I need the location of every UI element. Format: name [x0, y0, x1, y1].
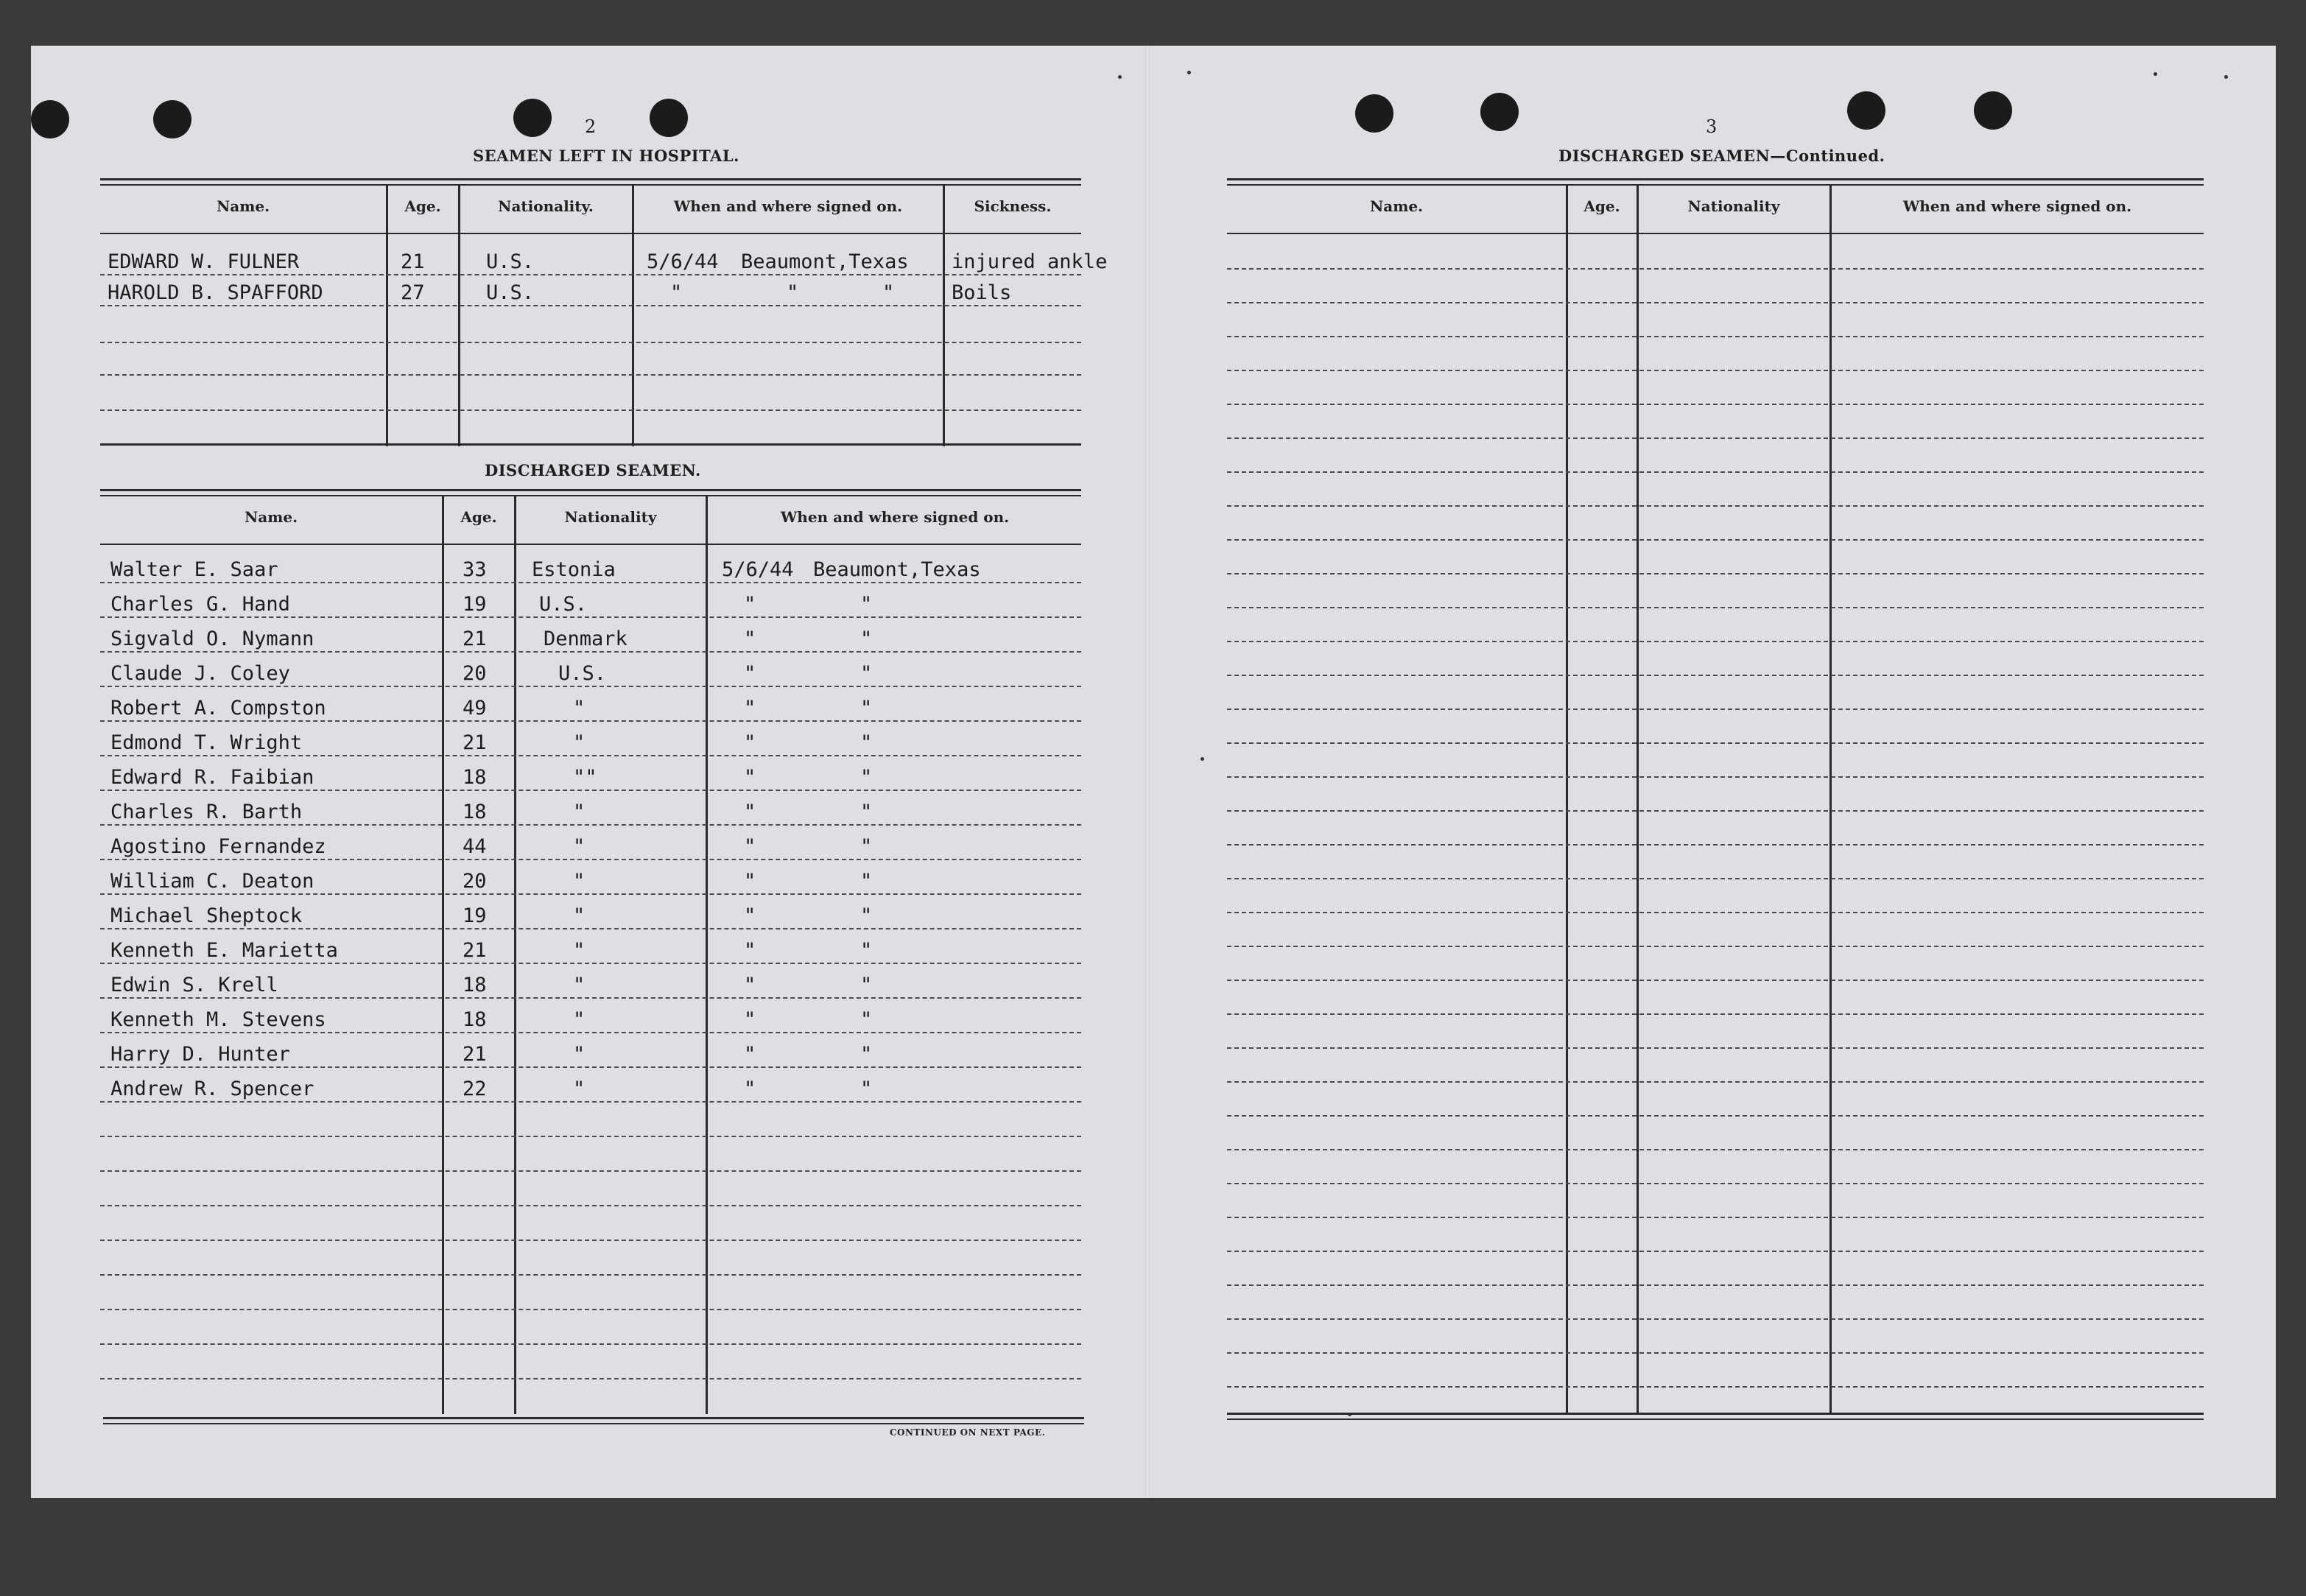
- signed-on-date: ": [744, 1078, 756, 1100]
- seaman-nationality: ": [573, 974, 586, 996]
- seaman-name: Edward R. Faibian: [110, 766, 314, 789]
- seaman-nationality: ": [573, 870, 586, 893]
- seaman-age: 20: [463, 662, 487, 685]
- column-header-signed-on: When and where signed on.: [673, 197, 903, 215]
- seaman-nationality: Estonia: [532, 558, 616, 581]
- signed-on-date: ": [744, 766, 756, 789]
- ruled-line: [1227, 370, 2204, 371]
- seaman-name: Kenneth E. Marietta: [110, 939, 338, 962]
- paper-speck: [2224, 75, 2228, 79]
- ruled-line: [1227, 539, 2204, 541]
- signed-on-date: ": [744, 835, 756, 858]
- signed-on-place: Beaumont,Texas: [813, 558, 981, 581]
- ruled-line: [1227, 912, 2204, 913]
- column-header-age: Age.: [460, 508, 497, 526]
- seaman-nationality: ": [573, 801, 586, 823]
- ruled-line: [100, 1136, 1081, 1137]
- discharged-section-title: DISCHARGED SEAMEN.: [485, 461, 701, 479]
- seaman-name: Walter E. Saar: [110, 558, 278, 581]
- seaman-name: Robert A. Compston: [110, 697, 326, 720]
- ruled-line: [100, 616, 1081, 618]
- seaman-nationality: ": [573, 731, 586, 754]
- signed-on-place: ": [860, 835, 873, 858]
- binder-hole: [513, 99, 552, 137]
- seaman-nationality: ": [573, 1008, 586, 1031]
- ruled-line: [100, 1205, 1081, 1206]
- continued-note: CONTINUED ON NEXT PAGE.: [890, 1427, 1046, 1438]
- seaman-name: Sigvald O. Nymann: [110, 627, 314, 650]
- signed-on-date: ": [744, 731, 756, 754]
- seaman-name: Edwin S. Krell: [110, 974, 278, 996]
- ruled-line: [1227, 471, 2204, 473]
- signed-on-date: ": [744, 870, 756, 893]
- seaman-age: 21: [463, 627, 487, 650]
- signed-on-date: ": [744, 974, 756, 996]
- ruled-line: [100, 1274, 1081, 1276]
- ruled-line: [1227, 573, 2204, 574]
- signed-on-place: ": [860, 1043, 873, 1066]
- ruled-line: [1227, 336, 2204, 337]
- column-header-name: Name.: [244, 508, 298, 526]
- ruled-line: [1227, 776, 2204, 778]
- ruled-line: [1227, 980, 2204, 981]
- ruled-line: [1227, 946, 2204, 947]
- seaman-name: Michael Sheptock: [110, 904, 303, 927]
- seaman-nationality: U.S.: [539, 593, 588, 616]
- signed-on-place: ": [860, 627, 873, 650]
- seaman-age: 19: [463, 904, 487, 927]
- ruled-line: [1227, 1115, 2204, 1117]
- signed-on-place: Beaumont,Texas: [741, 250, 909, 273]
- column-header-sickness: Sickness.: [974, 197, 1052, 215]
- seaman-nationality: ": [573, 1078, 586, 1100]
- ruled-line: [100, 1032, 1081, 1033]
- signed-on-place: ": [860, 870, 873, 893]
- seaman-age: 18: [463, 766, 487, 789]
- ruled-line: [1227, 302, 2204, 303]
- seaman-name: Charles G. Hand: [110, 593, 290, 616]
- ruled-line: [1227, 742, 2204, 744]
- ruled-line: [1227, 810, 2204, 812]
- signed-on-date: ": [744, 939, 756, 962]
- signed-on-place: " ": [787, 281, 895, 304]
- ruled-line: [1227, 607, 2204, 608]
- seaman-name: Charles R. Barth: [110, 801, 303, 823]
- ruled-line: [100, 790, 1081, 791]
- seaman-age: 19: [463, 593, 487, 616]
- seaman-nationality: "": [573, 766, 597, 789]
- seaman-age: 49: [463, 697, 487, 720]
- column-header-age: Age.: [1583, 197, 1620, 215]
- signed-on-date: ": [744, 801, 756, 823]
- signed-on-place: ": [860, 662, 873, 685]
- ruled-line: [100, 1170, 1081, 1172]
- binder-hole: [1480, 93, 1519, 131]
- page-number: 2: [585, 116, 597, 137]
- signed-on-place: ": [860, 1008, 873, 1031]
- signed-on-place: ": [860, 731, 873, 754]
- binder-hole: [1847, 91, 1885, 130]
- ruled-line: [100, 1066, 1081, 1068]
- seaman-nationality: ": [573, 939, 586, 962]
- ruled-line: [1227, 1352, 2204, 1354]
- seaman-name: William C. Deaton: [110, 870, 314, 893]
- signed-on-date: ": [744, 1008, 756, 1031]
- column-header-name: Name.: [1369, 197, 1424, 215]
- ruled-line: [1227, 1081, 2204, 1083]
- ruled-line: [1227, 1047, 2204, 1049]
- signed-on-date: ": [744, 593, 756, 616]
- ruled-line: [1227, 844, 2204, 846]
- ruled-line: [100, 686, 1081, 687]
- page-number: 3: [1706, 116, 1718, 137]
- discharged-continued-title: DISCHARGED SEAMEN—Continued.: [1558, 147, 1885, 165]
- seaman-name: Claude J. Coley: [110, 662, 290, 685]
- column-header-nationality: Nationality.: [498, 197, 594, 215]
- ruled-line: [100, 997, 1081, 999]
- ruled-line: [1227, 1217, 2204, 1218]
- seaman-age: 21: [401, 250, 425, 273]
- sickness: Boils: [952, 281, 1012, 304]
- ruled-line: [1227, 437, 2204, 439]
- seaman-name: Agostino Fernandez: [110, 835, 326, 858]
- signed-on-date: 5/6/44: [647, 250, 719, 273]
- seaman-name: HAROLD B. SPAFFORD: [108, 281, 323, 304]
- signed-on-place: ": [860, 766, 873, 789]
- ruled-line: [100, 893, 1081, 895]
- seaman-age: 20: [463, 870, 487, 893]
- seaman-age: 18: [463, 1008, 487, 1031]
- ruled-line: [100, 859, 1081, 860]
- ruled-line: [100, 963, 1081, 964]
- ruled-line: [100, 1309, 1081, 1310]
- column-header-signed-on: When and where signed on.: [1902, 197, 2132, 215]
- ruled-line: [1227, 675, 2204, 676]
- seaman-age: 21: [463, 731, 487, 754]
- ruled-line: [100, 1101, 1081, 1103]
- seaman-nationality: U.S.: [486, 281, 535, 304]
- ruled-line: [100, 1343, 1081, 1345]
- ruled-line: [100, 824, 1081, 826]
- hospital-section-title: SEAMEN LEFT IN HOSPITAL.: [473, 147, 739, 165]
- seaman-nationality: U.S.: [558, 662, 607, 685]
- page-fold: [1145, 46, 1150, 1498]
- seaman-age: 18: [463, 801, 487, 823]
- seaman-nationality: ": [573, 697, 586, 720]
- seaman-nationality: ": [573, 1043, 586, 1066]
- ruled-line: [1227, 641, 2204, 642]
- signed-on-date: ": [744, 627, 756, 650]
- seaman-name: Kenneth M. Stevens: [110, 1008, 326, 1031]
- ruled-line: [100, 928, 1081, 929]
- ruled-line: [1227, 878, 2204, 879]
- ruled-line: [1227, 268, 2204, 270]
- binder-hole: [153, 100, 191, 138]
- ruled-line: [1227, 404, 2204, 405]
- signed-on-place: ": [860, 697, 873, 720]
- column-header-signed-on: When and where signed on.: [780, 508, 1010, 526]
- seaman-age: 21: [463, 939, 487, 962]
- ruled-line: [1227, 1318, 2204, 1320]
- document-sheet: [31, 46, 2276, 1498]
- binder-hole: [650, 99, 688, 137]
- signed-on-place: ": [860, 904, 873, 927]
- ruled-line: [1227, 709, 2204, 710]
- ruled-line: [100, 651, 1081, 653]
- ruled-line: [100, 1378, 1081, 1379]
- seaman-nationality: U.S.: [486, 250, 535, 273]
- paper-speck: [1118, 75, 1122, 79]
- seaman-age: 33: [463, 558, 487, 581]
- seaman-name: Andrew R. Spencer: [110, 1078, 314, 1100]
- binder-hole: [1974, 91, 2012, 130]
- signed-on-place: ": [860, 974, 873, 996]
- signed-on-place: ": [860, 1078, 873, 1100]
- column-header-name: Name.: [216, 197, 270, 215]
- ruled-line: [100, 582, 1081, 583]
- seaman-age: 22: [463, 1078, 487, 1100]
- ruled-line: [1227, 1149, 2204, 1150]
- signed-on-date: ": [744, 697, 756, 720]
- seaman-nationality: Denmark: [544, 627, 628, 650]
- seaman-age: 18: [463, 974, 487, 996]
- ruled-line: [100, 720, 1081, 722]
- ruled-line: [100, 1240, 1081, 1241]
- ruled-line: [1227, 1284, 2204, 1286]
- column-header-nationality: Nationality: [564, 508, 657, 526]
- seaman-nationality: ": [573, 904, 586, 927]
- seaman-nationality: ": [573, 835, 586, 858]
- seaman-age: 21: [463, 1043, 487, 1066]
- seaman-name: Harry D. Hunter: [110, 1043, 290, 1066]
- signed-on-place: ": [860, 939, 873, 962]
- signed-on-date: ": [670, 281, 683, 304]
- ruled-line: [1227, 1013, 2204, 1015]
- signed-on-date: ": [744, 904, 756, 927]
- binder-hole: [31, 100, 69, 138]
- paper-speck: [1187, 71, 1191, 74]
- signed-on-date: ": [744, 1043, 756, 1066]
- seaman-age: 27: [401, 281, 425, 304]
- binder-hole: [1355, 94, 1393, 133]
- column-header-age: Age.: [404, 197, 441, 215]
- column-header-nationality: Nationality: [1687, 197, 1780, 215]
- signed-on-date: 5/6/44: [722, 558, 794, 581]
- signed-on-date: ": [744, 662, 756, 685]
- signed-on-place: ": [860, 801, 873, 823]
- ruled-line: [1227, 505, 2204, 507]
- ruled-line: [1227, 1386, 2204, 1388]
- seaman-name: Edmond T. Wright: [110, 731, 303, 754]
- paper-speck: [2154, 72, 2157, 76]
- ruled-line: [100, 755, 1081, 756]
- seaman-name: EDWARD W. FULNER: [108, 250, 300, 273]
- paper-speck: [1201, 757, 1204, 761]
- seaman-age: 44: [463, 835, 487, 858]
- ruled-line: [1227, 1251, 2204, 1252]
- signed-on-place: ": [860, 593, 873, 616]
- ruled-line: [1227, 1183, 2204, 1184]
- sickness: injured ankle: [952, 250, 1108, 273]
